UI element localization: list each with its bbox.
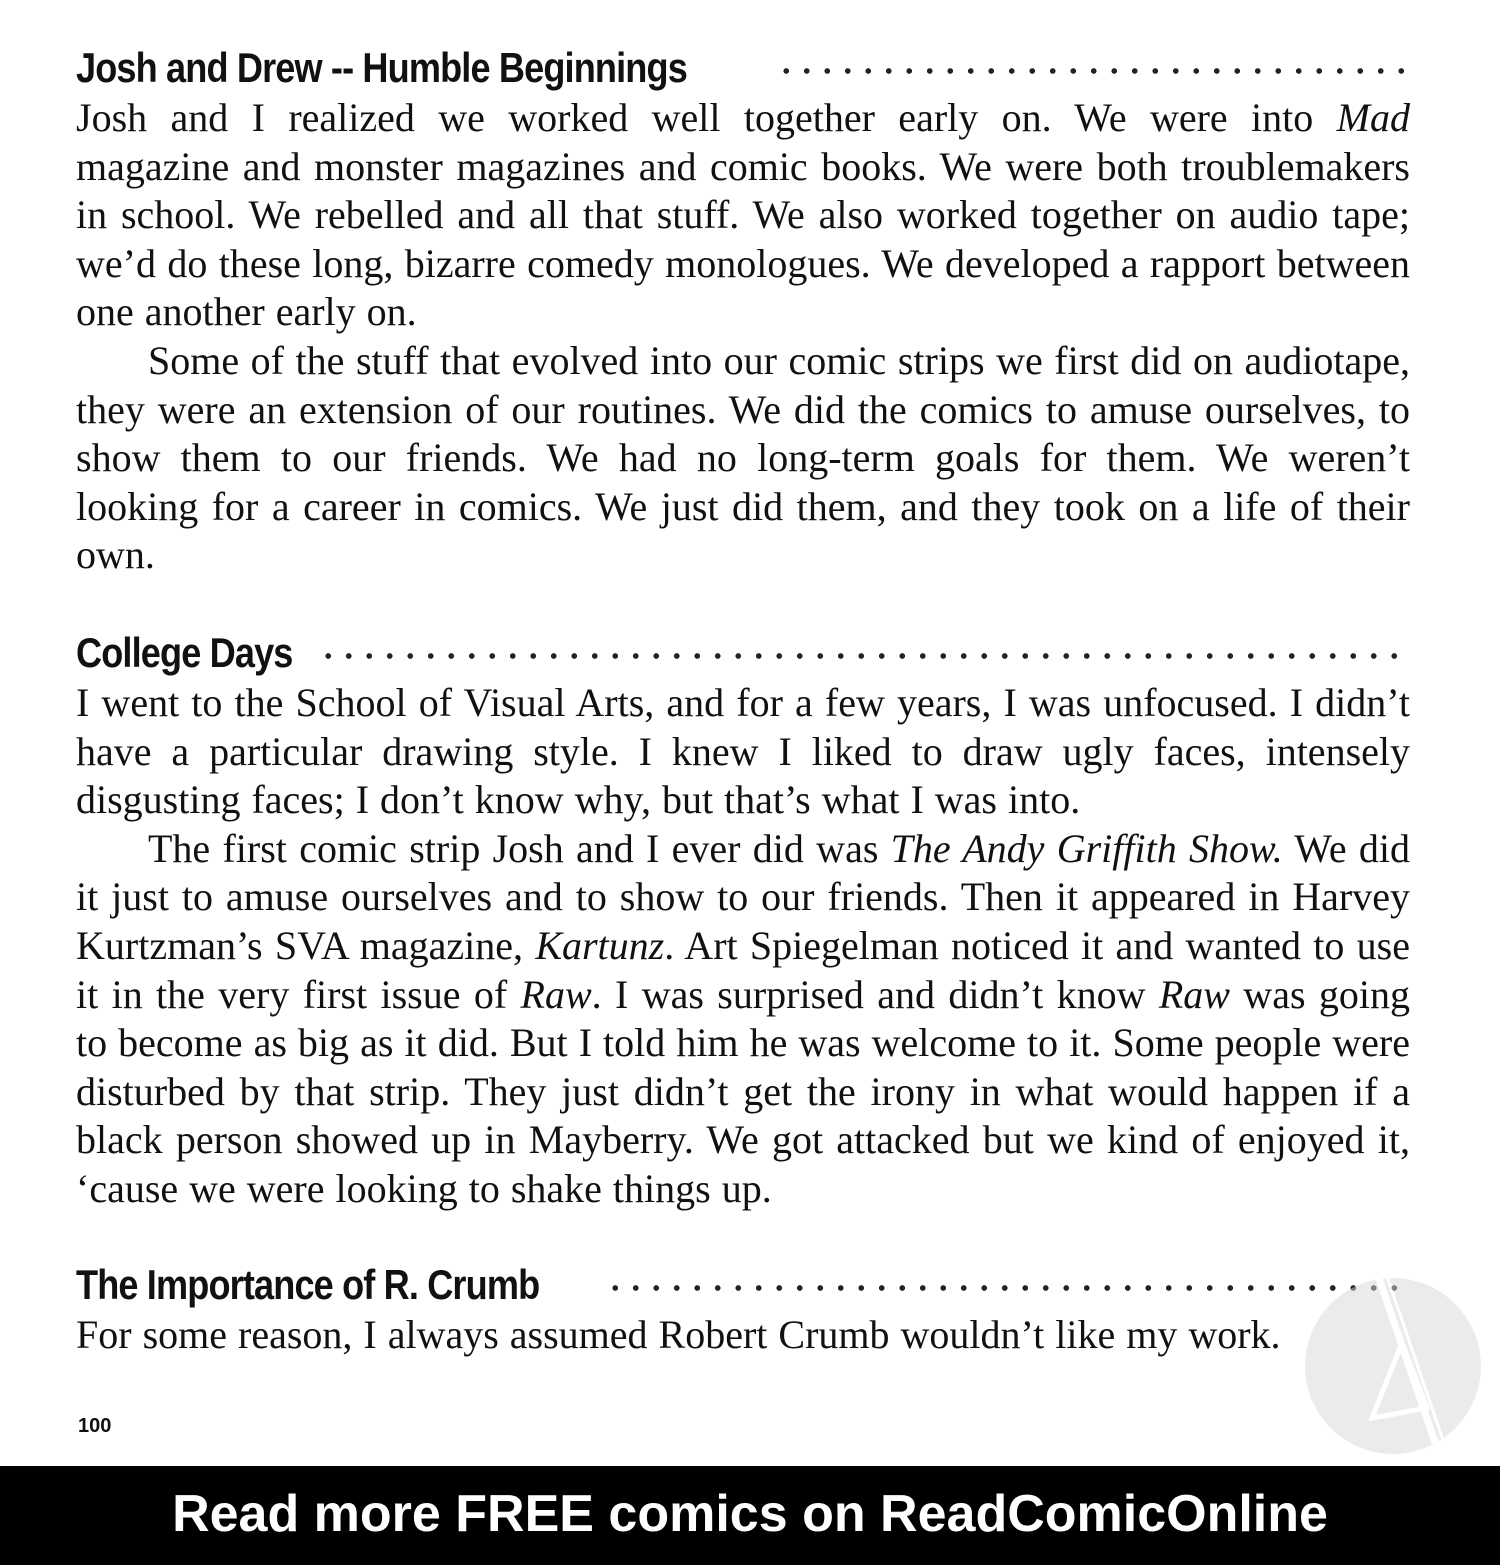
italic-title: The Andy Griffith Show.	[890, 825, 1283, 871]
paragraph-text: . Art Spiegelman noticed it and wanted to use it in the very first issue of	[76, 922, 1410, 1017]
body-paragraph	[76, 1311, 1410, 1360]
paragraph-text: The first comic strip Josh and I ever did was	[148, 825, 891, 871]
section-heading-text: The Importance of R. Crumb	[76, 1261, 540, 1309]
article-body	[76, 42, 1410, 1360]
body-paragraph	[76, 94, 1410, 337]
section-gap	[76, 580, 1410, 627]
promo-footer-bar[interactable]	[0, 1466, 1500, 1565]
section-gap	[76, 1213, 1410, 1259]
paragraph-text: I went to the School of Visual Arts, and for a few years, I was unfocused. I didn’t have a particular drawing style. I knew I liked to draw ugly faces, intensely disgusting faces; I don’t know why, but that’s what I was into.	[76, 679, 1410, 823]
section-heading	[76, 42, 1410, 94]
section-heading-text: Josh and Drew -- Humble Beginnings	[76, 44, 687, 91]
promo-footer-link[interactable]: Read more FREE comics on ReadComicOnline	[172, 1484, 1328, 1543]
body-paragraph	[76, 337, 1410, 580]
article-section	[76, 1259, 1410, 1360]
logo-watermark-icon	[1302, 1248, 1484, 1456]
italic-title: Mad	[1336, 95, 1410, 140]
dot-leader	[776, 66, 1410, 76]
section-heading	[76, 1259, 1410, 1311]
dot-leader	[605, 1283, 1410, 1293]
italic-title: Raw	[520, 971, 592, 1017]
italic-title: Raw	[1158, 971, 1230, 1017]
page-number: 100	[78, 1415, 112, 1437]
paragraph-text: For some reason, I always assumed Robert Crumb wouldn’t like my work.	[76, 1312, 1281, 1358]
italic-title: Kartunz	[535, 922, 665, 968]
paragraph-text: Josh and I realized we worked well together early on. We were into	[76, 95, 1337, 140]
article-section	[76, 42, 1410, 580]
dot-leader	[318, 651, 1410, 661]
paragraph-text: was going to become as big as it did. But I told him he was welcome to it. Some people were disturbed by that strip. They just didn’t get the irony in what would happen if a black person showed up in Mayberry. We got attacked but we kind of enjoyed it, ‘cause we were looking to shake things up.	[76, 971, 1410, 1211]
section-heading	[76, 627, 1410, 679]
body-paragraph	[76, 679, 1410, 825]
body-paragraph	[76, 825, 1410, 1214]
paragraph-text: Some of the stuff that evolved into our comic strips we first did on audiotape, they were an extension of our routines. We did the comics to amuse ourselves, to show them to our friends. We had no long-term goals for them. We weren’t looking for a career in comics. We just did them, and they took on a life of their own.	[76, 337, 1410, 578]
section-heading-text: College Days	[76, 628, 293, 676]
paragraph-text: . I was surprised and didn’t know	[591, 971, 1159, 1017]
paragraph-text: magazine and monster magazines and comic books. We were both troublemakers in school. We rebelled and all that stuff. We also worked together on audio tape; we’d do these long, bizarre comedy monologues. We developed a rapport between one another early on.	[76, 143, 1410, 335]
paragraph-text: We did it just to amuse ourselves and to show to our friends. Then it appeared in Harvey Kurtzman’s SVA magazine,	[76, 825, 1410, 968]
article-section	[76, 627, 1410, 1214]
